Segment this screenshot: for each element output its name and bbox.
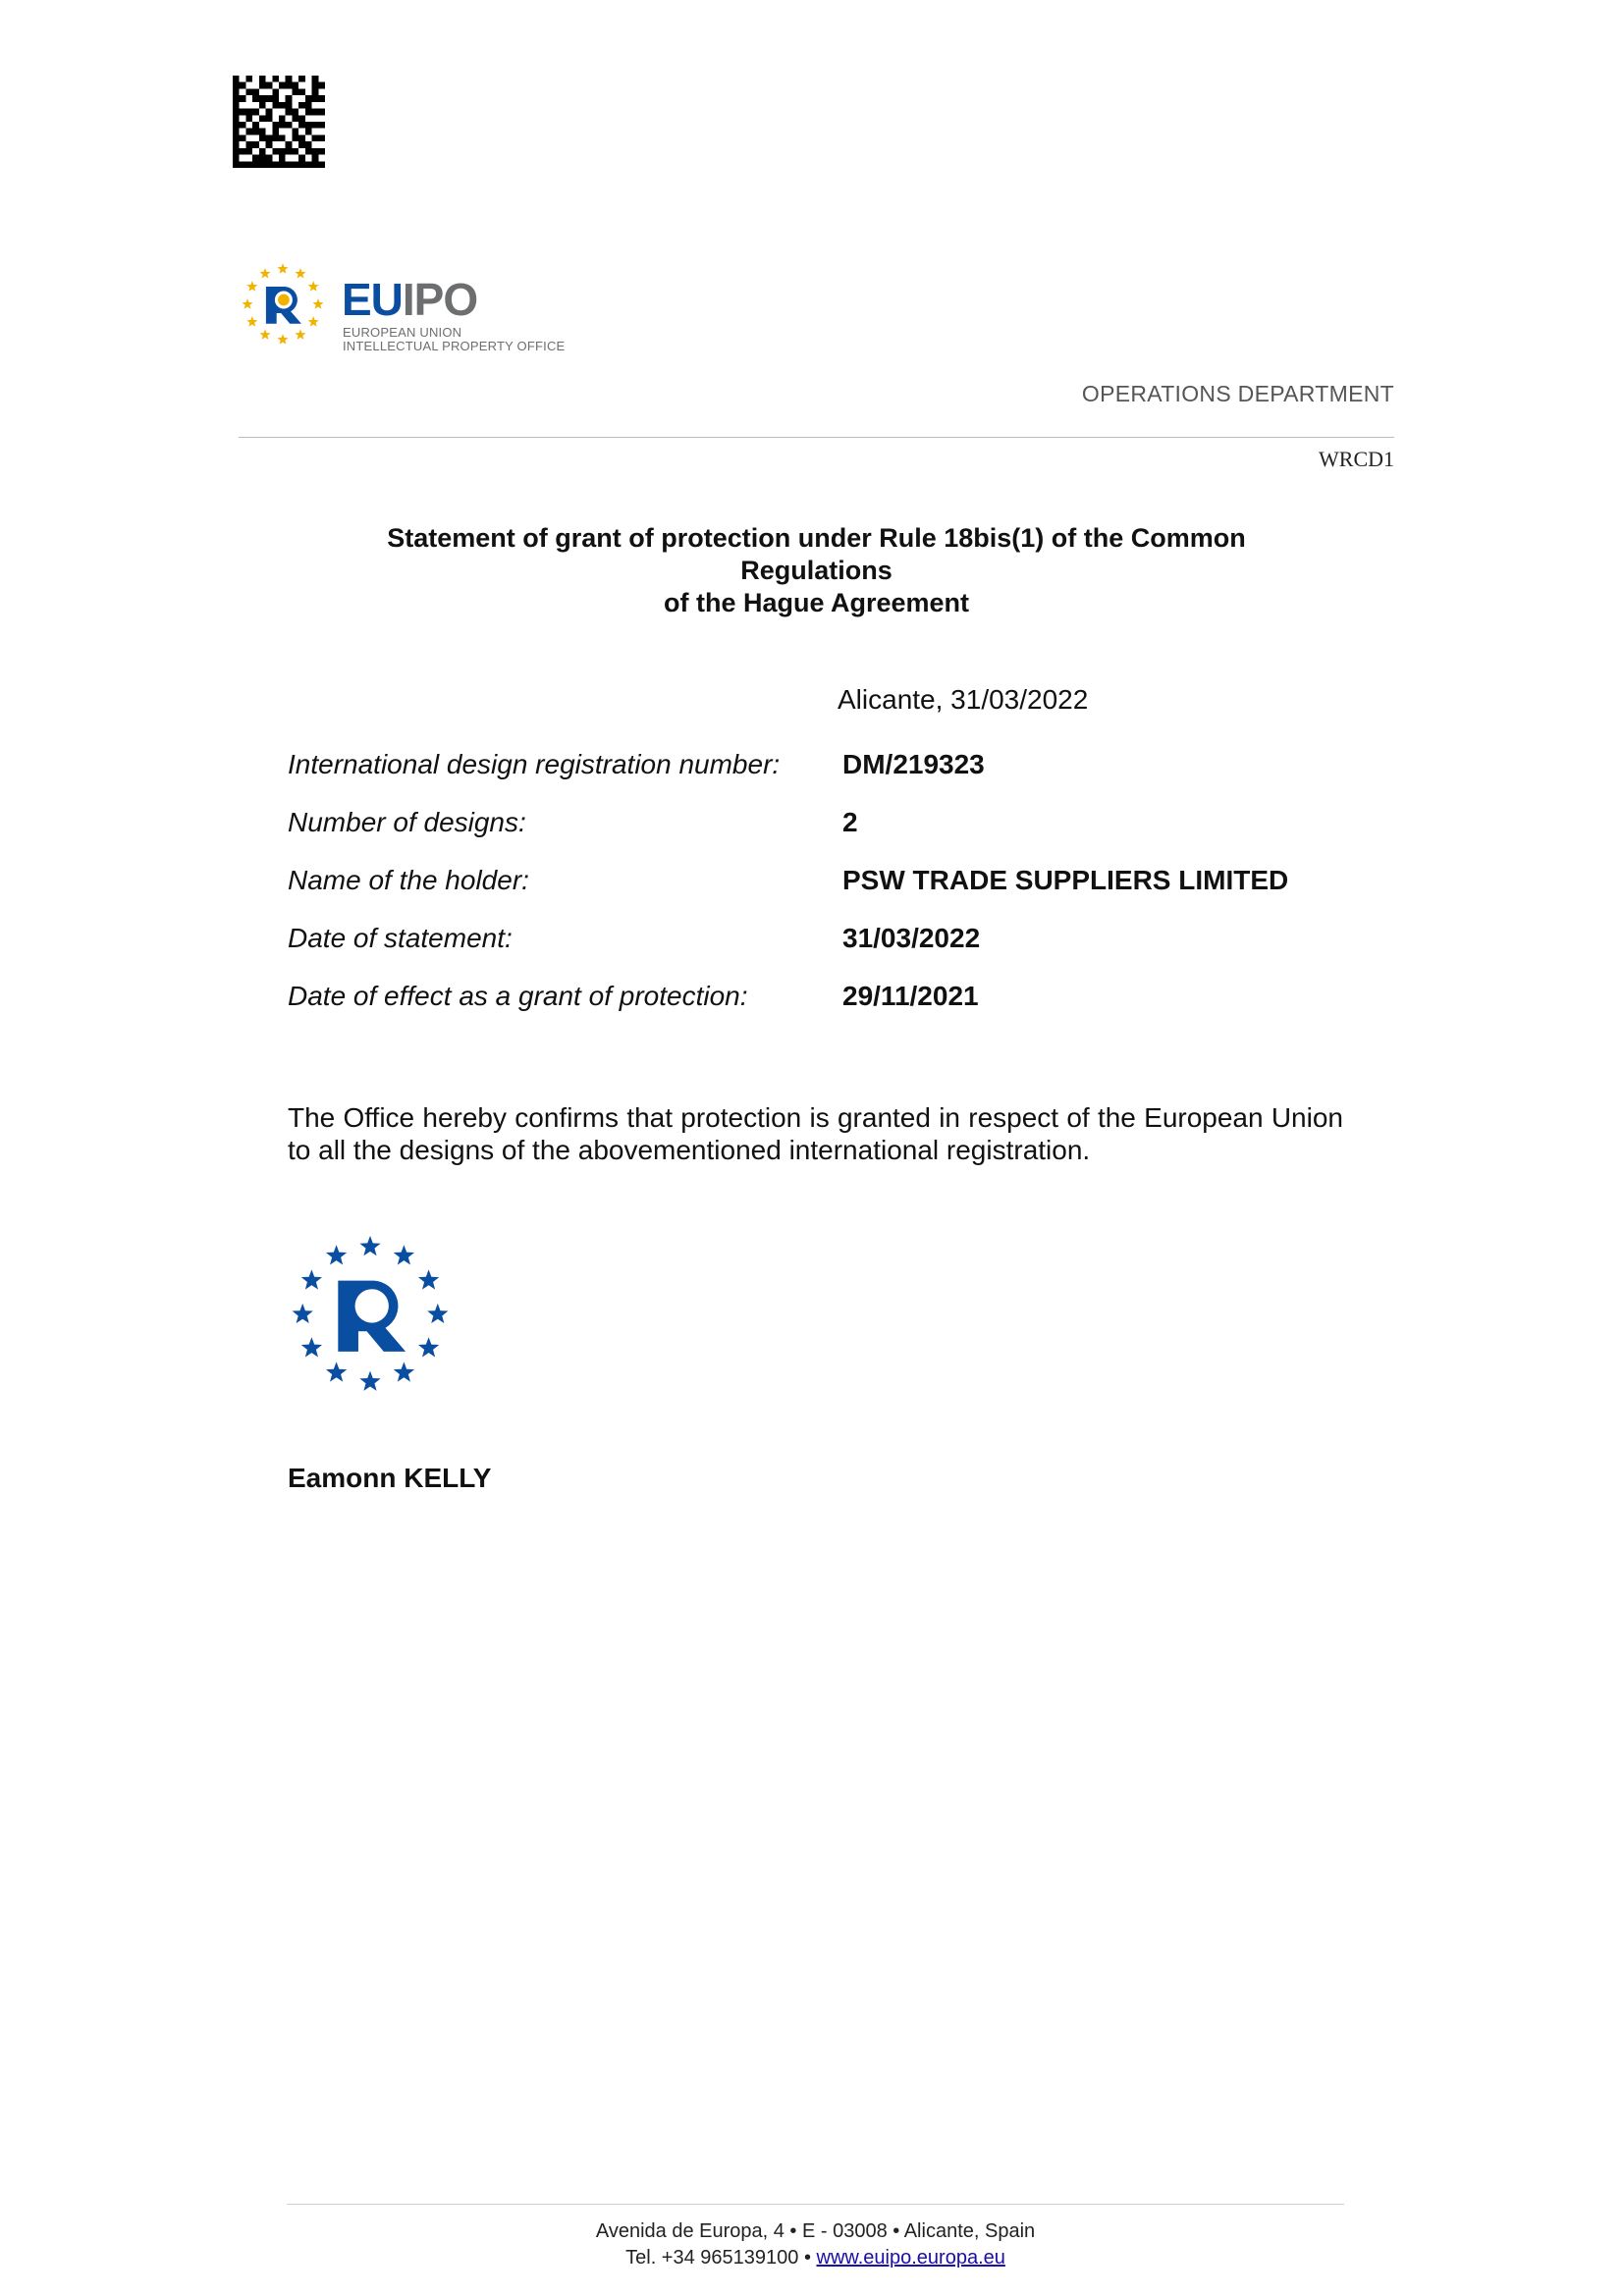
detail-label: Number of designs: (288, 807, 526, 837)
signatory-name: Eamonn KELLY (288, 1463, 492, 1493)
department-name: OPERATIONS DEPARTMENT (1081, 381, 1394, 406)
wordmark-eu: EU (342, 274, 403, 325)
footer-website-link[interactable]: www.euipo.europa.eu (816, 2247, 1005, 2269)
detail-label: Name of the holder: (288, 865, 529, 895)
title-line-3: of the Hague Agreement (663, 588, 970, 617)
euipo-seal-stamp-icon (286, 1230, 455, 1399)
confirmation-text: The Office hereby confirms that protection is granted in respect of the European Union to all the designs of the abovementioned international registration. (288, 1102, 1343, 1165)
euipo-seal-logo-icon (239, 260, 327, 348)
logo-subtitle-line-2: INTELLECTUAL PROPERTY OFFICE (343, 339, 566, 353)
title-line-2: Regulations (740, 556, 893, 585)
detail-label: Date of effect as a grant of protection: (288, 981, 748, 1011)
wordmark-ipo: IPO (402, 274, 478, 325)
document-title (239, 522, 1394, 619)
datamatrix-code (233, 76, 325, 168)
detail-value: 29/11/2021 (842, 981, 979, 1011)
logo-subtitle-line-1: EUROPEAN UNION (343, 325, 462, 340)
detail-value: DM/219323 (842, 749, 985, 779)
logo-subtitle (343, 326, 565, 353)
footer-tel: Tel. +34 965139100 • (625, 2247, 817, 2269)
detail-label: International design registration number: (288, 749, 781, 779)
detail-value: PSW TRADE SUPPLIERS LIMITED (842, 865, 1289, 895)
footer-divider (287, 2204, 1344, 2205)
footer-address: Avenida de Europa, 4 • E - 03008 • Alicante, Spain (595, 2220, 1036, 2242)
footer-contact (287, 2247, 1344, 2269)
title-line-1: Statement of grant of protection under Rule 18bis(1) of the Common (387, 523, 1246, 553)
header-divider (239, 437, 1394, 438)
detail-label: Date of statement: (288, 923, 513, 953)
place-and-date: Alicante, 31/03/2022 (838, 684, 1089, 715)
detail-value: 2 (842, 807, 858, 837)
detail-value: 31/03/2022 (842, 923, 981, 953)
euipo-wordmark (342, 274, 478, 325)
document-code: WRCD1 (1319, 447, 1394, 471)
